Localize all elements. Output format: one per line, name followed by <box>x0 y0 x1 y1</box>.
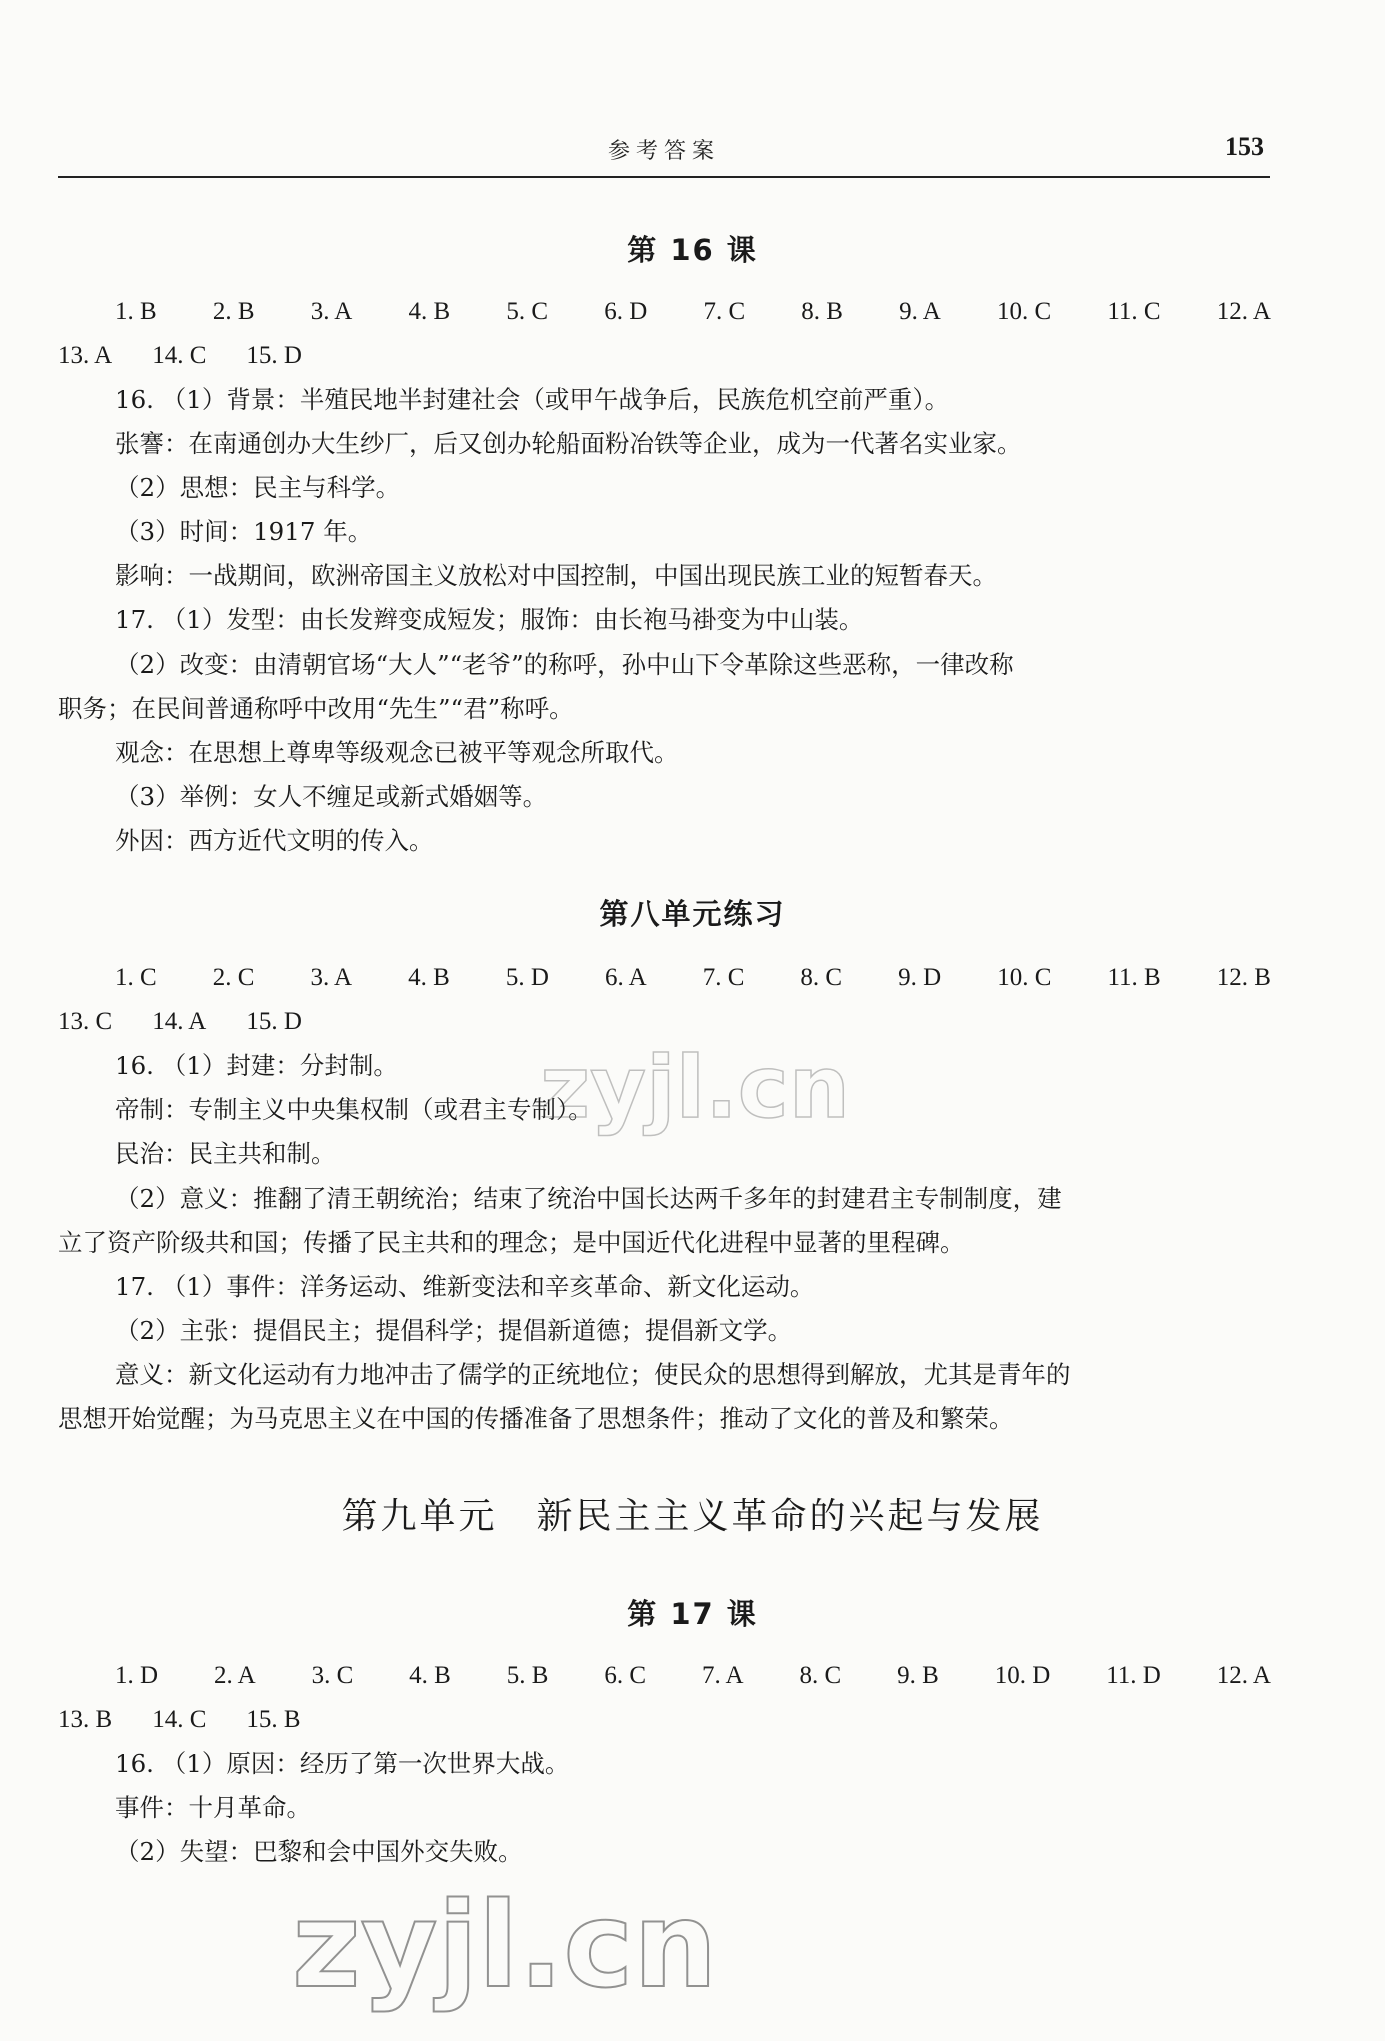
answer: 13. C <box>58 1008 113 1035</box>
answer: 15. D <box>246 342 302 369</box>
answer: 3. A <box>310 964 353 991</box>
answer: 2. A <box>213 1662 256 1689</box>
watermark-logo: zyjl.cn <box>292 1876 718 2014</box>
lesson-17-answers-row2 <box>58 1700 301 1740</box>
answer-line: 民治：民主共和制。 <box>115 1139 336 1168</box>
answer: 9. D <box>898 964 942 991</box>
answer-line: 16. （1）原因：经历了第一次世界大战。 <box>115 1749 570 1778</box>
answer: 9. A <box>899 298 941 325</box>
answer-line: （2）意义：推翻了清王朝统治；结束了统治中国长达两千多年的封建君主专制制度，建 <box>115 1184 1062 1213</box>
answer: 10. C <box>996 298 1052 325</box>
page-header <box>58 128 1270 178</box>
answer: 3. C <box>311 1662 354 1689</box>
answer-line: 观念：在思想上尊卑等级观念已被平等观念所取代。 <box>115 738 679 767</box>
answer: 11. D <box>1106 1662 1161 1689</box>
answer: 14. A <box>152 1008 207 1035</box>
answer: 7. A <box>701 1662 744 1689</box>
answer: 14. C <box>152 342 207 369</box>
answer-line: （3）举例：女人不缠足或新式婚姻等。 <box>115 782 548 811</box>
answer-line: （2）失望：巴黎和会中国外交失败。 <box>115 1837 523 1866</box>
answer-line: 立了资产阶级共和国；传播了民主共和的理念；是中国近代化进程中显著的里程碑。 <box>58 1228 965 1257</box>
answer: 6. C <box>604 1662 647 1689</box>
answer-line: （2）主张：提倡民主；提倡科学；提倡新道德；提倡新文学。 <box>115 1316 793 1345</box>
lesson-16-answers-row1 <box>115 292 1271 332</box>
answer: 4. B <box>409 1662 451 1689</box>
answer: 2. C <box>212 964 255 991</box>
answer-line: 意义：新文化运动有力地冲击了儒学的正统地位；使民众的思想得到解放，尤其是青年的 <box>115 1360 1071 1389</box>
unit-8-answers-row1 <box>115 958 1271 998</box>
answer-line: （3）时间：1917 年。 <box>115 517 373 546</box>
answer: 14. C <box>152 1706 207 1733</box>
answer-line: 16. （1）封建：分封制。 <box>115 1051 398 1080</box>
answer: 2. B <box>212 298 255 325</box>
answer: 11. C <box>1107 298 1161 325</box>
lesson-16-title: 第 16 课 <box>627 233 758 267</box>
answer: 6. D <box>604 298 648 325</box>
answer: 10. D <box>994 1662 1051 1689</box>
running-head: 参考答案 <box>607 139 720 164</box>
answer: 5. C <box>506 298 549 325</box>
answer-line: 外因：西方近代文明的传入。 <box>115 826 434 855</box>
answer-line: 帝制：专制主义中央集权制（或君主专制）。 <box>115 1095 593 1124</box>
answer-line: （2）思想：民主与科学。 <box>115 473 401 502</box>
answer: 1. C <box>115 964 157 991</box>
answer-line: 思想开始觉醒；为马克思主义在中国的传播准备了思想条件；推动了文化的普及和繁荣。 <box>58 1404 1014 1433</box>
lesson-17-title: 第 17 课 <box>627 1597 758 1631</box>
answer: 15. B <box>246 1706 301 1733</box>
answer: 10. C <box>997 964 1052 991</box>
answer: 8. B <box>801 298 843 325</box>
answer: 13. B <box>58 1706 113 1733</box>
answer: 5. B <box>506 1662 549 1689</box>
answer: 11. B <box>1107 964 1161 991</box>
answer: 1. B <box>115 298 157 325</box>
answer-line: 16. （1）背景：半殖民地半封建社会（或甲午战争后，民族危机空前严重）。 <box>115 385 950 414</box>
answer-line: 职务；在民间普通称呼中改用“先生”“君”称呼。 <box>58 694 574 723</box>
answer-line: 事件：十月革命。 <box>115 1793 311 1822</box>
answer: 7. C <box>702 964 745 991</box>
answer: 4. B <box>408 964 450 991</box>
answer-line: 17. （1）事件：洋务运动、维新变法和辛亥革命、新文化运动。 <box>115 1272 815 1301</box>
answer: 9. B <box>897 1662 939 1689</box>
answer-line: 张謇：在南通创办大生纱厂，后又创办轮船面粉冶铁等企业，成为一代著名实业家。 <box>115 429 1022 458</box>
answer: 1. D <box>115 1662 159 1689</box>
page-number: 153 <box>1225 132 1264 161</box>
answer: 8. C <box>799 1662 842 1689</box>
answer: 4. B <box>408 298 451 325</box>
answer-line: 17. （1）发型：由长发辫变成短发；服饰：由长袍马褂变为中山装。 <box>115 605 864 634</box>
answer-line: 影响：一战期间，欧洲帝国主义放松对中国控制，中国出现民族工业的短暂春天。 <box>115 561 997 590</box>
watermark-logo: zyjl.cn <box>540 1038 850 1138</box>
lesson-17-answers-row1 <box>115 1656 1271 1696</box>
unit-8-exercise-title: 第八单元练习 <box>599 897 786 931</box>
answer-line: （2）改变：由清朝官场“大人”“老爷”的称呼，孙中山下令革除这些恶称，一律改称 <box>115 650 1014 679</box>
answer: 12. A <box>1216 1662 1271 1689</box>
unit-8-answers-row2 <box>58 1002 302 1042</box>
answer: 12. A <box>1216 298 1271 325</box>
answer: 13. A <box>58 342 113 369</box>
answer: 8. C <box>800 964 843 991</box>
answer: 7. C <box>703 298 746 325</box>
answer: 12. B <box>1216 964 1271 991</box>
answer: 3. A <box>310 298 353 325</box>
answer: 5. D <box>505 964 549 991</box>
answer: 15. D <box>246 1008 302 1035</box>
lesson-16-answers-row2 <box>58 336 302 376</box>
unit-9-title: 第九单元 新民主主义革命的兴起与发展 <box>341 1496 1044 1537</box>
answer: 6. A <box>604 964 647 991</box>
